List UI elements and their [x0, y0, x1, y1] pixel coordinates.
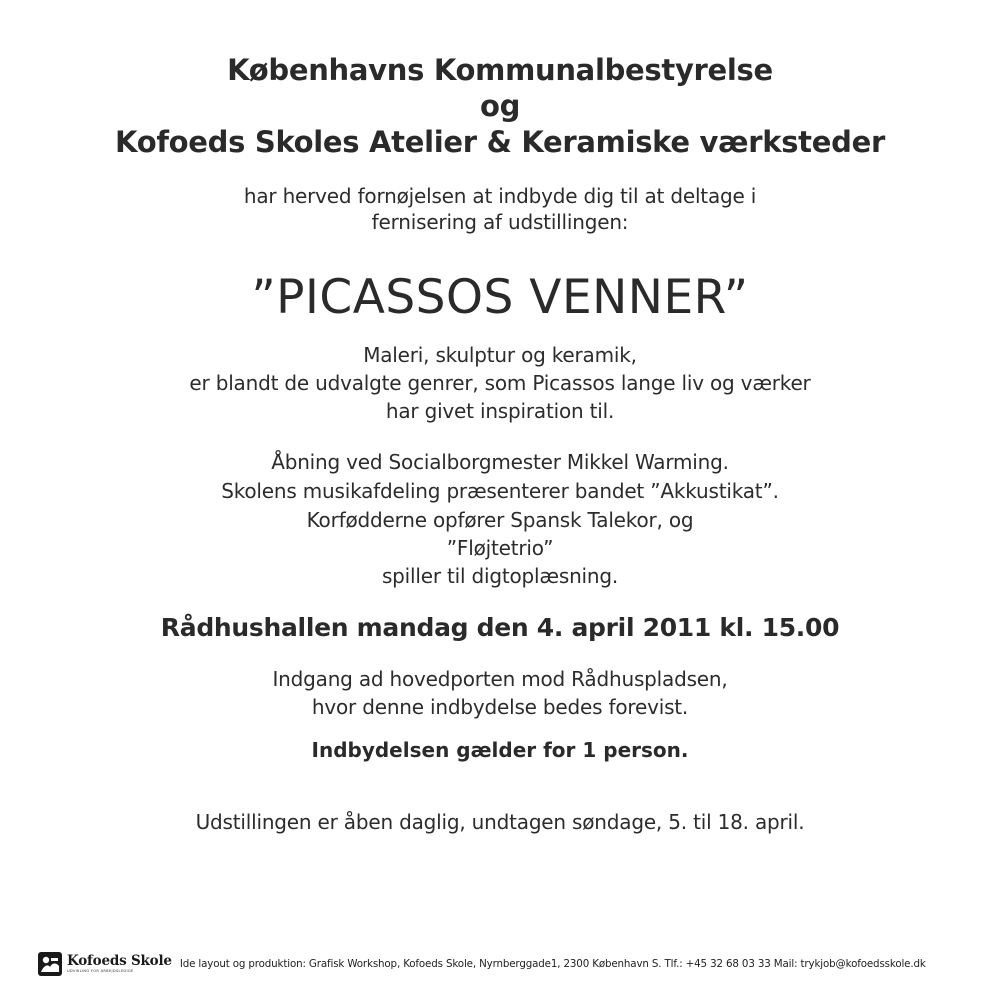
logo-name: Kofoeds Skole	[67, 952, 172, 969]
host-line-2: og	[479, 89, 521, 123]
footer-credits: Ide layout og produktion: Grafisk Workshop, Kofoeds Skole, Nyrnberggade1, 2300 København S. Tlf.: +45 32 68 03 33 Mail: trykjob@kofoedsskole.dk	[179, 958, 926, 970]
program-line-2: Skolens musikafdeling præsenterer bandet ”Akkustikat”.	[221, 479, 779, 503]
description-line-3: har givet inspiration til.	[385, 399, 615, 423]
host-line-3: Kofoeds Skoles Atelier & Keramiske værksteder	[115, 125, 885, 159]
description-line-1: Maleri, skulptur og keramik,	[363, 343, 637, 367]
validity-note: Indbydelsen gælder for 1 person.	[311, 738, 689, 762]
program-line-4: ”Fløjtetrio”	[446, 536, 554, 560]
program-line-3: Korfødderne opfører Spansk Talekor, og	[306, 508, 694, 532]
program-line-1: Åbning ved Socialborgmester Mikkel Warming.	[271, 450, 729, 474]
logo-tagline: UDVIKLING FOR ARBEJDSLEDIGE	[67, 969, 134, 974]
host-line-1: Københavns Kommunalbestyrelse	[227, 53, 773, 87]
logo	[67, 952, 172, 974]
intro-line-1: har herved fornøjelsen at indbyde dig til at deltage i	[243, 184, 757, 208]
description-line-2: er blandt de udvalgte genrer, som Picassos lange liv og værker	[189, 371, 811, 395]
event-datetime: Rådhushallen mandag den 4. april 2011 kl. 15.00	[160, 613, 840, 642]
program-line-5: spiller til digtoplæsning.	[381, 564, 619, 588]
exhibition-title: ”PICASSOS VENNER”	[251, 270, 749, 325]
intro-line-2: fernisering af udstillingen:	[371, 210, 629, 234]
kofoeds-skole-logo-icon	[38, 952, 62, 976]
footer	[38, 951, 926, 977]
entrance-line-1: Indgang ad hovedporten mod Rådhuspladsen,	[272, 667, 728, 691]
entrance-line-2: hvor denne indbydelse bedes forevist.	[311, 695, 689, 719]
opening-hours: Udstillingen er åben daglig, undtagen søndage, 5. til 18. april.	[195, 810, 805, 834]
